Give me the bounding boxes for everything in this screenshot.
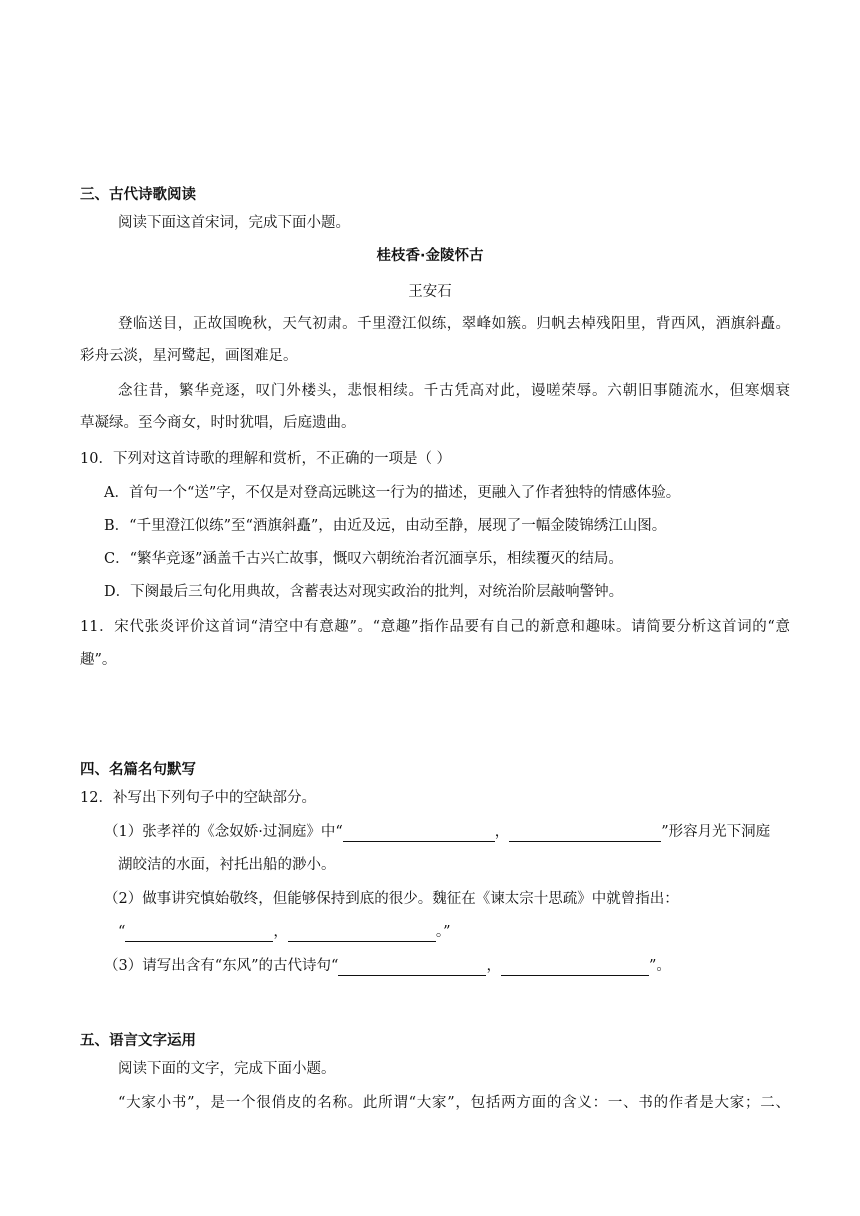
- question-10-stem: 10．下列对这首诗歌的理解和赏析，不正确的一项是（ ）: [80, 451, 452, 467]
- poem-stanza2-line1: 念往昔，繁华竞逐，叹门外楼头，悲恨相续。千古凭高对此，谩嗟荣辱。六朝旧事随流水，但寒烟衰: [118, 383, 790, 399]
- item2-close-quote: 。”: [435, 924, 451, 940]
- question-10-option-b: B．“千里澄江似练”至“酒旗斜矗”，由近及远，由动至静，展现了一幅金陵锦绣江山图。: [104, 518, 667, 534]
- item3-blank-2[interactable]: [501, 959, 649, 976]
- item1-prefix: （1）张孝祥的《念奴娇·过洞庭》中“: [104, 824, 343, 840]
- question-11-line2: 趣”。: [80, 652, 117, 668]
- question-12-item2-line2: [118, 922, 828, 942]
- poem-stanza2-line2: 草凝绿。至今商女，时时犹唱，后庭遗曲。: [80, 415, 356, 431]
- item1-blank-1[interactable]: [343, 825, 495, 842]
- section-heading-language: 五、语言文字运用: [80, 1033, 196, 1049]
- section5-paragraph-line1: “大家小书”，是一个很俏皮的名称。此所谓“大家”，包括两方面的含义：一、书的作者是大家；二、: [118, 1095, 790, 1111]
- item1-separator: ，: [494, 824, 510, 840]
- question-12-item2-line1: （2）做事讲究慎始敬终，但能够保持到底的很少。魏征在《谏太宗十思疏》中就曾指出：: [104, 891, 679, 907]
- section-heading-recitation: 四、名篇名句默写: [80, 762, 196, 778]
- item3-suffix: ”。: [648, 958, 671, 974]
- item3-prefix: （3）请写出含有“东风”的古代诗句“: [104, 958, 339, 974]
- question-12-item1-line2: 湖皎洁的水面，衬托出船的渺小。: [118, 857, 336, 873]
- question-10-option-a: A．首句一个“送”字，不仅是对登高远眺这一行为的描述，更融入了作者独特的情感体验。: [104, 485, 681, 501]
- item1-blank-2[interactable]: [509, 825, 661, 842]
- question-12-stem: 12．补写出下列句子中的空缺部分。: [80, 790, 316, 806]
- question-12-item3: [104, 956, 790, 976]
- item2-blank-1[interactable]: [125, 925, 273, 942]
- section5-instruction: 阅读下面的文字，完成下面小题。: [118, 1061, 336, 1077]
- poem-title: 桂枝香·金陵怀古: [376, 248, 484, 264]
- question-12-item1-line1: [104, 822, 790, 842]
- item2-separator: ，: [273, 924, 288, 940]
- item3-separator: ，: [486, 958, 501, 974]
- poem-stanza1-line2: 彩舟云淡，星河鹭起，画图难足。: [80, 348, 298, 364]
- item3-blank-1[interactable]: [338, 959, 486, 976]
- poem-stanza1-line1: 登临送目，正故国晚秋，天气初肃。千里澄江似练，翠峰如簇。归帆去棹残阳里，背西风，酒旗斜矗。: [118, 316, 790, 332]
- question-10-option-d: D．下阕最后三句化用典故，含蓄表达对现实政治的批判，对统治阶层敲响警钟。: [104, 584, 624, 600]
- question-10-option-c: C．“繁华竞逐”涵盖千古兴亡故事，慨叹六朝统治者沉湎享乐，相续覆灭的结局。: [104, 551, 623, 567]
- item2-blank-2[interactable]: [288, 925, 436, 942]
- section-instruction: 阅读下面这首宋词，完成下面小题。: [118, 215, 350, 231]
- question-11-line1: 11．宋代张炎评价这首词“清空中有意趣”。“意趣”指作品要有自己的新意和趣味。请简要分析这首词的“意: [80, 619, 790, 635]
- section-heading-poetry: 三、古代诗歌阅读: [80, 187, 196, 203]
- item2-open-quote: “: [118, 924, 126, 940]
- poem-author: 王安石: [408, 284, 452, 300]
- item1-suffix: ”形容月光下洞庭: [661, 824, 771, 840]
